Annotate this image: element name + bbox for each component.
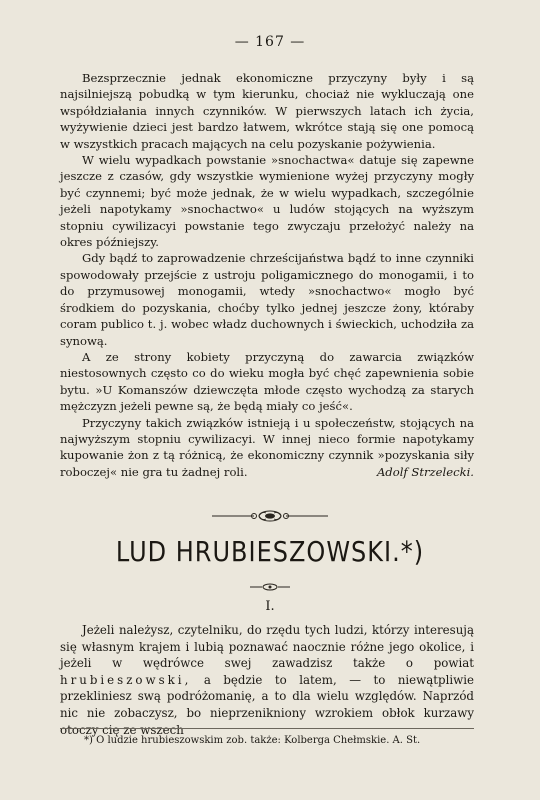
paragraph: Gdy bądź to zaprowadzenie chrześcijaństwa bądź to inne czynniki spowodowały przejście z ustroju poligamicznego do monogamii, i to do przymusowej monogamii, wtedy »snochactwo« mogło być środkiem do pozyskania, choćby tylko jednej jeszcze żony, któraby coram publico t. j. wobec władz duchownych i świeckich, uchodziła za synową. [60,251,474,348]
spaced-word: hrubieszowski, [60,672,192,687]
footnote-divider [60,728,474,729]
section-title: LUD HRUBIESZOWSKI.*) [115,535,425,569]
footnote: *) O ludzie hrubieszowskim zob. także: Kolberga Chełmskie. A. St. [84,735,421,746]
chapter-paragraph [60,622,474,738]
ornament-icon [210,509,330,523]
paragraph: W wielu wypadkach powstanie »snochactwa« datuje się zapewne jeszcze z czasów, gdy wszystkie wymienione wyżej przyczyny mogły być czynnemi; być może jednak, że w wielu wypadkach, szczególnie jeżeli napotykamy »snochactwo« u ludów stojących na wyższym stopniu cywilizacyi powstanie tego zwyczaju przełożyć należy na okres późniejszy. [60,153,474,250]
paragraph-text: Przyczyny takich związków istnieją i u społeczeństw, stojących na najwyższym stopniu cywilizacyi. W innej nieco formie napotykamy kupowanie żon z tą różnicą, że ekonomiczny czynnik »pozyskania siły roboczej« nie gra tu żadnej roli. [60,415,474,479]
title-ornament [0,576,540,595]
paragraph-last [60,415,474,481]
chapter-text-start: Jeżeli należysz, czytelniku, do rzędu tych ludzi, którzy interesują się własnym krajem i lubią poznawać naocznie różne jego okolice, i jeżeli w wędrówce swej zawadzisz także o powiat [60,623,474,671]
small-ornament-icon [248,583,292,591]
author-signature: Adolf Strzelecki. [376,464,474,479]
section-divider-ornament [0,508,540,527]
article-body [60,70,474,480]
page-number: — 167 — [234,34,306,50]
chapter-body [60,622,474,738]
paragraph: A ze strony kobiety przyczyną do zawarcia związków niestosownych często co do wieku mogła być chęć zapewnienia sobie bytu. »U Komanszów dziewczęta młode często wychodzą za starych mężczyzn jeżeli pewne są, że będą miały co jeść«. [60,349,474,414]
chapter-text-end: a będzie to latem, — to niewątpliwie przekliniesz swą podróżomanię, a to dla wielu względów. Naprzód nic nie zobaczysz, bo nieprzenikniony wzrokiem obłok kurzawy otoczy cię ze wszech [60,672,474,737]
chapter-number: I. [265,599,275,614]
paragraph: Bezsprzecznie jednak ekonomiczne przyczyny były i są najsilniejszą pobudką w tym kierunku, chociaż nie wykluczają one współdziałania innych czynników. W pierwszych latach ich życia, wyżywienie dzieci jest bardzo łatwem, wkrótce stają się one pomocą w wszystkich pracach mających na celu pozyskanie pożywienia. [60,71,474,151]
